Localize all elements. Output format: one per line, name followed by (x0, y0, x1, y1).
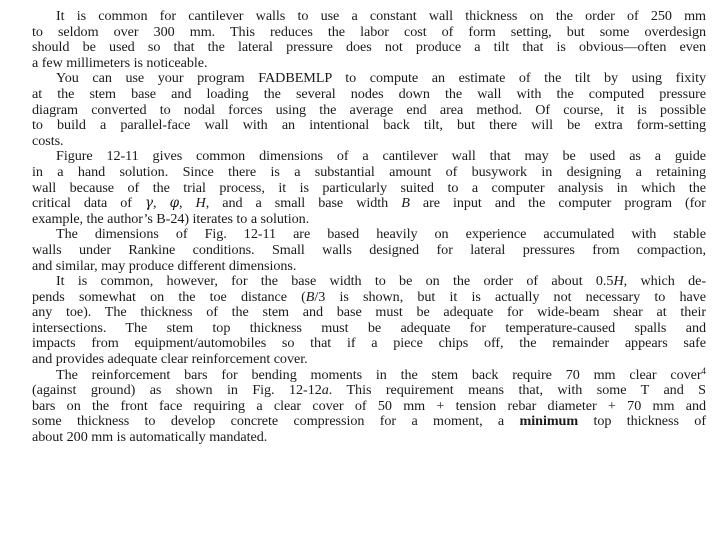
text-line: costs. (32, 132, 64, 149)
text-line: in a hand solution. Since there is a substantial amount of busywork in designing a retaining (32, 163, 706, 180)
text-line: critical data of γ, φ, H, and a small base width B are input and the computer program (for (32, 195, 706, 212)
paragraph-wall-thickness (32, 9, 706, 71)
text-line: intersections. The stem top thickness must be adequate for temperature-caused spalls and (32, 319, 706, 336)
text-line: diagram converted to nodal forces using the average end area method. Of course, it is possible (32, 101, 706, 118)
text-line: bars on the front face requiring a clear cover of 50 mm + tension rebar diameter + 70 mm and (32, 397, 706, 414)
footnote-marker: 4 (701, 365, 706, 376)
paragraph-reinforcement (32, 365, 706, 446)
text-line: (against ground) as shown in Fig. 12-12a. This requirement means that, with some T and S (32, 382, 706, 399)
text-line: a few millimeters is noticeable. (32, 54, 208, 71)
paragraph-figure-12-11 (32, 149, 706, 227)
text-line: It is common, however, for the base width to be on the order of about 0.5H, which de- (56, 273, 706, 290)
text-line: The dimensions of Fig. 12-11 are based heavily on experience accumulated with stable (56, 226, 706, 243)
text-line-content: The reinforcement bars for bending moments in the stem back require 70 mm clear cover (56, 366, 702, 383)
text-line: You can use your program FADBEMLP to compute an estimate of the tilt by using fixity (56, 70, 706, 87)
text-line: wall because of the trial process, it is particularly suited to a computer analysis in which the (32, 179, 706, 196)
text-line: about 200 mm is automatically mandated. (32, 429, 268, 446)
text-line: some thickness to develop concrete compression for a moment, a minimum top thickness of (32, 413, 706, 430)
paragraph-base-width (32, 274, 706, 368)
text-line: It is common for cantilever walls to use a constant wall thickness on the order of 250 mm (56, 8, 706, 24)
document-page (32, 9, 706, 446)
text-line: to seldom over 300 mm. This reduces the labor cost of form setting, but some overdesign (32, 23, 706, 40)
text-line: any toe). The thickness of the stem and base must be adequate for wide-beam shear at their (32, 304, 706, 321)
text-line: and similar, may produce different dimensions. (32, 257, 297, 274)
text-line: should be used so that the lateral pressure does not produce a tilt that is obvious—often even (32, 39, 706, 56)
paragraph-rankine (32, 227, 706, 274)
text-line: at the stem base and loading the several nodes down the wall with the computed pressure (32, 85, 706, 102)
text-line: example, the author’s B-24) iterates to a solution. (32, 210, 310, 227)
text-line: Figure 12-11 gives common dimensions of a cantilever wall that may be used as a guide (56, 148, 706, 165)
text-line: and provides adequate clear reinforcement cover. (32, 351, 308, 368)
text-line: pends somewhat on the toe distance (B/3 is shown, but it is actually not necessary to have (32, 288, 706, 305)
text-line: impacts from equipment/automobiles so that if a piece chips off, the remainder appears safe (32, 335, 706, 352)
text-line: walls under Rankine conditions. Small walls designed for lateral pressures from compaction, (32, 241, 706, 258)
text-line: to build a parallel-face wall with an intentional back tilt, but there will be extra form-setting (32, 117, 706, 134)
paragraph-fadbemlp (32, 71, 706, 149)
text-line (32, 365, 706, 384)
